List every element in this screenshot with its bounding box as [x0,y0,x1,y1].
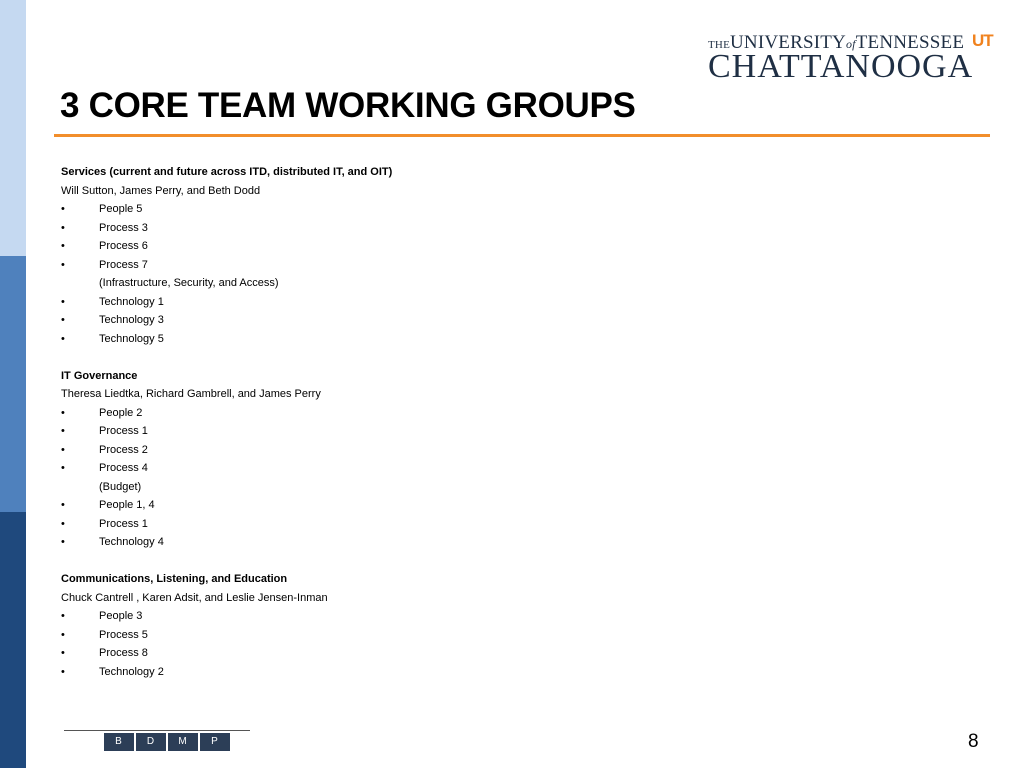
list-item [61,293,761,312]
logo-the: THE [708,39,730,51]
list-item-text: Process 1 [99,517,148,530]
bdmp-letter-box: P [200,733,230,751]
list-item [61,533,761,552]
bullet-glyph: • [61,240,65,252]
bdmp-letter-box: M [168,733,198,751]
list-item [61,607,761,626]
list-item [61,274,761,293]
list-item-text: People 3 [99,610,143,622]
group-members: Will Sutton, James Perry, and Beth Dodd [61,184,261,197]
sidebar-segment-dark [0,512,26,768]
group-members: Theresa Liedtka, Richard Gambrell, and James Perry [61,388,321,400]
list-item-text: Technology 3 [99,314,164,326]
bdmp-letter-box: B [104,733,134,751]
ut-mark: UT [972,31,993,50]
bullet-glyph: • [61,499,65,511]
slide-title: 3 CORE TEAM WORKING GROUPS [60,86,636,125]
list-item-text: Process 5 [99,628,148,641]
group-heading: Services (current and future across ITD, distributed IT, and OIT) [61,166,393,178]
list-item-text: (Infrastructure, Security, and Access) [99,277,279,289]
list-item-text: (Budget) [99,480,142,493]
list-item-text: Process 2 [99,443,148,456]
list-item [61,515,761,534]
list-item [61,311,761,330]
list-item [61,644,761,663]
logo-of: of [845,37,856,51]
bullet-glyph: • [61,425,65,437]
list-item [61,496,761,515]
list-item [61,422,761,441]
group-heading: IT Governance [61,369,138,382]
logo-tennessee: TENNESSEE [855,32,965,53]
list-item [61,663,761,682]
logo-chattanooga: CHATTANOOGA [708,48,974,85]
university-logo [708,30,1000,84]
bullet-glyph: • [61,221,65,234]
footer-rule [64,730,250,731]
bullet-glyph: • [61,517,65,530]
list-item-text: People 2 [99,406,143,419]
bullet-glyph: • [61,203,65,215]
bullet-glyph: • [61,406,65,419]
list-item [61,459,761,478]
list-item-text: Process 3 [99,221,148,234]
bullet-glyph: • [61,295,65,308]
sidebar-decoration [0,0,26,768]
bdmp-letter-box: D [136,733,166,751]
group-members: Chuck Cantrell , Karen Adsit, and Leslie Jensen-Inman [61,591,328,604]
bullet-glyph: • [61,332,65,345]
list-item-text: Process 6 [99,240,148,252]
list-item-text: Process 4 [99,462,148,474]
bullet-glyph: • [61,610,65,622]
list-item [61,219,761,238]
title-underline [54,134,990,137]
list-item-text: Process 7 [99,258,148,271]
list-item-text: Technology 5 [99,332,164,345]
list-item-text: People 1, 4 [99,499,155,511]
page-number: 8 [968,731,979,752]
slide-content [61,163,761,681]
bullet-glyph: • [61,647,65,659]
group-spacer [61,348,761,367]
list-item-text: Technology 4 [99,536,164,548]
list-item [61,330,761,349]
bullet-glyph: • [61,665,65,678]
list-item [61,237,761,256]
list-item [61,478,761,497]
sidebar-segment-mid [0,256,26,512]
group-spacer [61,552,761,571]
bdmp-logo [104,733,232,751]
list-item [61,256,761,275]
list-item-text: Process 1 [99,425,148,437]
bullet-glyph: • [61,258,65,271]
bullet-glyph: • [61,462,65,474]
list-item [61,200,761,219]
logo-university: UNIVERSITY [729,32,846,53]
bullet-glyph: • [61,314,65,326]
list-item [61,441,761,460]
list-item-text: Technology 1 [99,295,164,308]
list-item [61,404,761,423]
list-item-text: Technology 2 [99,665,164,678]
bullet-glyph: • [61,443,65,456]
group-heading: Communications, Listening, and Education [61,573,288,585]
list-item-text: People 5 [99,203,143,215]
bullet-glyph: • [61,536,65,548]
sidebar-segment-light [0,0,26,256]
list-item [61,626,761,645]
list-item-text: Process 8 [99,647,148,659]
bullet-glyph: • [61,628,65,641]
